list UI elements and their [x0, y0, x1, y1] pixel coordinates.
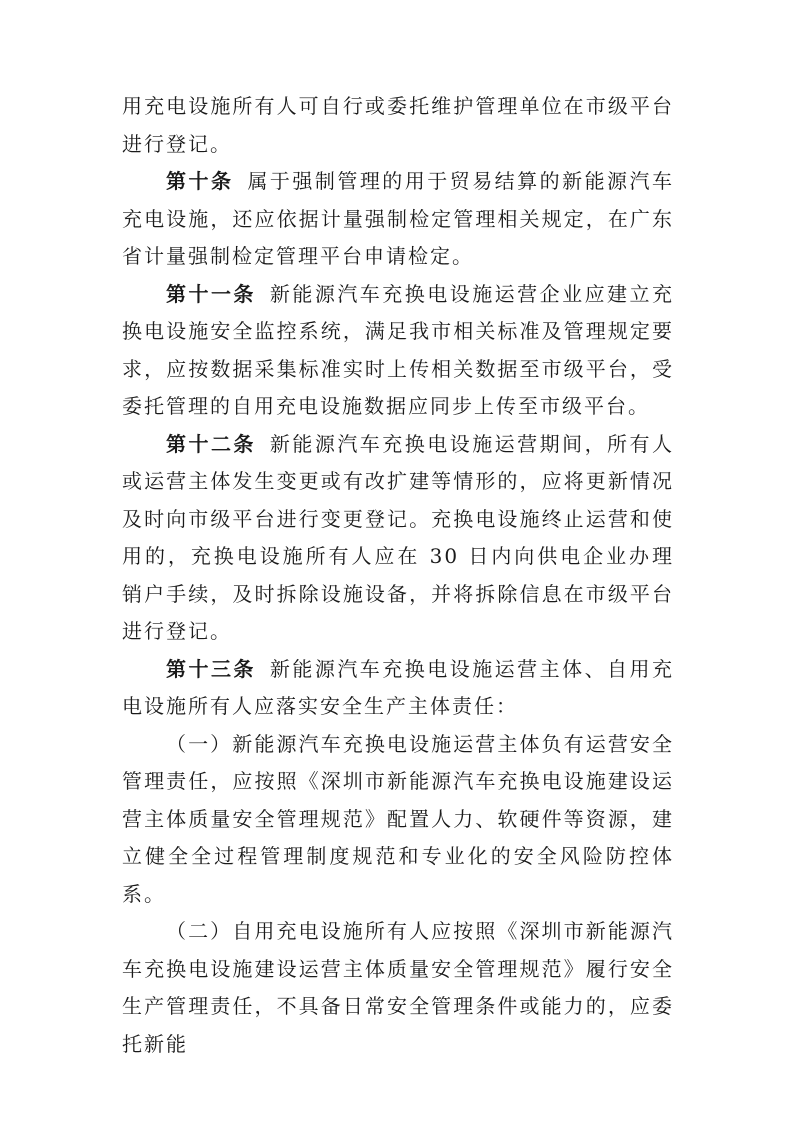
paragraph-text: 新能源汽车充换电设施运营期间，所有人或运营主体发生变更或有改扩建等情形的，应将更新情况及时向市级平台进行变更登记。充换电设施终止运营和使用的，充换电设施所有人应在 30 日内向供电企业办理销户手续，及时拆除设施设备，并将拆除信息在市级平台进行登记。 — [122, 431, 675, 643]
paragraph-text: （一）新能源汽车充换电设施运营主体负有运营安全管理责任，应按照《深圳市新能源汽车充换电设施建设运营主体质量安全管理规范》配置人力、软硬件等资源，建立健全全过程管理制度规范和专业化的安全风险防控体系。 — [122, 731, 674, 906]
article-10 — [122, 163, 674, 276]
paragraph-text: 用充电设施所有人可自行或委托维护管理单位在市级平台进行登记。 — [122, 94, 674, 156]
paragraph-text: 新能源汽车充换电设施运营主体、自用充电设施所有人应落实安全生产主体责任： — [122, 656, 675, 718]
clause-1 — [122, 726, 674, 914]
article-heading: 第十条 — [166, 169, 234, 193]
article-heading: 第十二条 — [166, 431, 256, 456]
article-heading: 第十三条 — [166, 656, 256, 681]
document-body — [122, 88, 674, 1063]
article-heading: 第十一条 — [166, 281, 256, 306]
paragraph-continuation — [122, 88, 674, 163]
paragraph-text: 属于强制管理的用于贸易结算的新能源汽车充电设施，还应依据计量强制检定管理相关规定，在广东省计量强制检定管理平台申请检定。 — [122, 169, 675, 268]
paragraph-text: （二）自用充电设施所有人应按照《深圳市新能源汽车充换电设施建设运营主体质量安全管理规范》履行安全生产管理责任，不具备日常安全管理条件或能力的，应委托新能 — [122, 919, 674, 1056]
clause-2 — [122, 913, 674, 1063]
paragraph-text: 新能源汽车充换电设施运营企业应建立充换电设施安全监控系统，满足我市相关标准及管理规定要求，应按数据采集标准实时上传相关数据至市级平台，受委托管理的自用充电设施数据应同步上传至市级平台。 — [122, 281, 675, 418]
article-11 — [122, 276, 674, 426]
article-12 — [122, 426, 674, 651]
article-13 — [122, 651, 674, 726]
